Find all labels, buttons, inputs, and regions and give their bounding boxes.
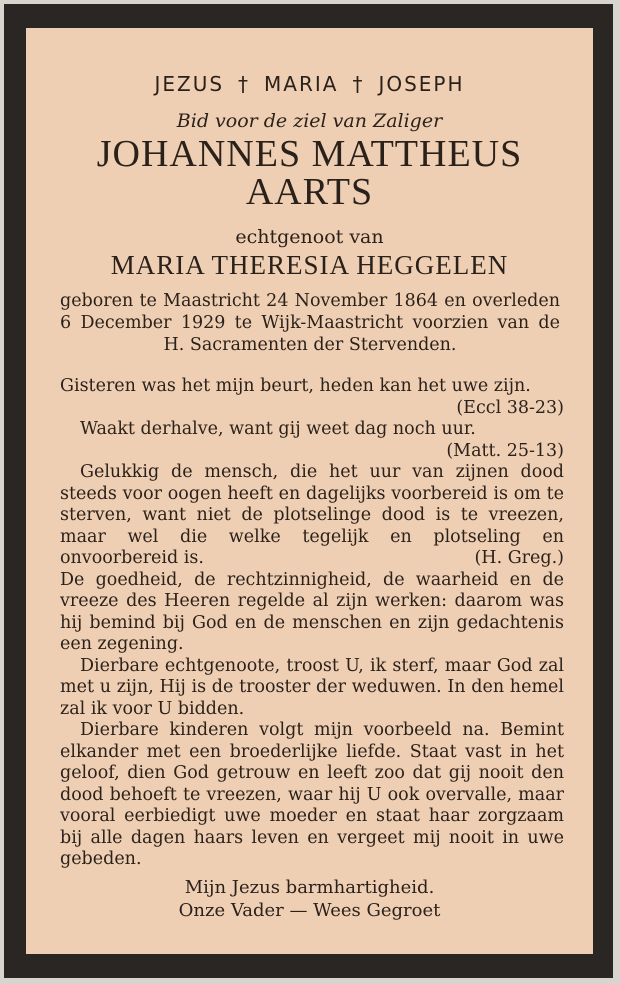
spouse-name: MARIA THERESIA HEGGELEN (110, 250, 509, 280)
paragraph-1 (60, 376, 564, 418)
paragraph-4 (60, 570, 564, 656)
paragraph-6 (60, 720, 564, 871)
paragraph-3 (60, 462, 564, 570)
paragraph-2-text: Waakt derhalve, want gij weet dag noch uur. (80, 419, 476, 439)
devotional-header (26, 72, 593, 96)
closing-prayer (26, 876, 593, 922)
paragraph-2 (60, 419, 564, 441)
header-jezus: JEZUS (154, 72, 225, 96)
paragraph-1-text: Gisteren was het mijn beurt, heden kan het uwe zijn. (60, 376, 531, 396)
paragraph-5 (60, 656, 564, 721)
prayer-intro: Bid voor de ziel van Zaliger (176, 110, 443, 132)
closing-line-2: Onze Vader — Wees Gegroet (178, 900, 441, 921)
cross-icon: † (352, 72, 365, 96)
memorial-text (60, 376, 564, 871)
deceased-name-line2: AARTS (245, 171, 374, 213)
closing-line-1: Mijn Jezus barmhartigheid. (184, 877, 435, 898)
memorial-card (4, 4, 613, 978)
paragraph-5-text: Dierbare echtgenoote, troost U, ik sterf, maar God zal met u zijn, Hij is de trooster der weduwen. In den hemel zal ik voor U bidden. (60, 655, 564, 719)
cross-icon: † (238, 72, 251, 96)
biography-text: geboren te Maastricht 24 November 1864 en overleden 6 December 1929 te Wijk-Maastricht voorzien van de H. Sacramenten der Stervenden. (60, 291, 560, 355)
scripture-ref: (H. Greg.) (474, 548, 564, 568)
paragraph-2-ref-line (60, 441, 564, 463)
scripture-ref: (Matt. 25-13) (446, 440, 564, 461)
paragraph-6-text: Dierbare kinderen volgt mijn voorbeeld na. Bemint elkander met een broederlijke liefde. Staat vast in het geloof, dien God getrouw en leeft zoo dat gij nooit den dood behoeft te vreezen, waar hij U ook overvalle, maar vooral eerbiedigt uwe moeder en staat haar zorgzaam bij alle dagen haars leven en vergeet mij nooit in uwe gebeden. (60, 720, 564, 869)
paragraph-4-text: De goedheid, de rechtzinnigheid, de waarheid en de vreeze des Heeren regelde al zijn werken: daarom was hij bemind bij God en de menschen en zijn gedachtenis een zegening. (60, 569, 564, 654)
header-maria: MARIA (264, 72, 339, 96)
paragraph-3-text: Gelukkig de mensch, die het uur van zijnen dood steeds voor oogen heeft en dagelijks voorbereid is om te sterven, want niet de plotselinge dood is te vreezen, maar wel die welke tegelijk en plotseling en onvoorbereid is. (60, 462, 564, 568)
header-joseph: JOSEPH (378, 72, 465, 96)
scripture-ref: (Eccl 38-23) (456, 397, 564, 418)
card-paper (26, 28, 593, 954)
spouse-label: echtgenoot van (235, 226, 384, 248)
deceased-name-line1: JOHANNES MATTHEUS (96, 133, 523, 175)
